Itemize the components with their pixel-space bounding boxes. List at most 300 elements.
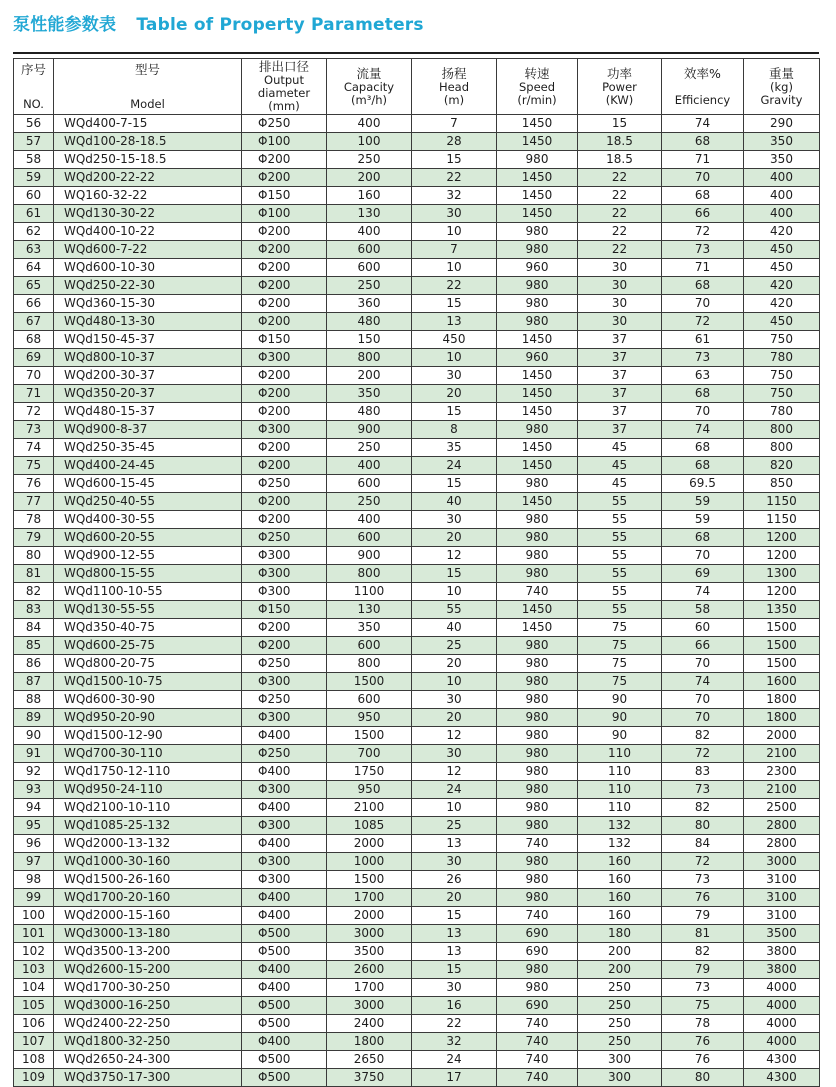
table-row (14, 943, 820, 961)
cell-speed: 1450 (497, 205, 578, 223)
table-row (14, 133, 820, 151)
cell-speed: 740 (497, 1015, 578, 1033)
cell-weight: 420 (744, 223, 820, 241)
cell-speed: 980 (497, 745, 578, 763)
cell-model: WQd700-30-110 (54, 745, 242, 763)
cell-outlet: Φ200 (242, 457, 327, 475)
cell-efficiency: 71 (662, 151, 744, 169)
cell-power: 75 (578, 655, 662, 673)
table-row (14, 799, 820, 817)
cell-weight: 3500 (744, 925, 820, 943)
cell-speed: 1450 (497, 115, 578, 133)
cell-no: 99 (14, 889, 54, 907)
cell-outlet: Φ200 (242, 223, 327, 241)
cell-head: 22 (412, 277, 497, 295)
table-row (14, 367, 820, 385)
table-row (14, 439, 820, 457)
cell-outlet: Φ200 (242, 637, 327, 655)
cell-no: 63 (14, 241, 54, 259)
cell-power: 132 (578, 817, 662, 835)
cell-weight: 1350 (744, 601, 820, 619)
cell-efficiency: 82 (662, 727, 744, 745)
table-row (14, 583, 820, 601)
cell-outlet: Φ200 (242, 241, 327, 259)
cell-power: 250 (578, 997, 662, 1015)
cell-outlet: Φ500 (242, 1015, 327, 1033)
cell-efficiency: 70 (662, 403, 744, 421)
cell-capacity: 360 (327, 295, 412, 313)
cell-capacity: 1700 (327, 889, 412, 907)
cell-head: 15 (412, 403, 497, 421)
cell-efficiency: 69 (662, 565, 744, 583)
cell-no: 95 (14, 817, 54, 835)
cell-outlet: Φ250 (242, 745, 327, 763)
cell-capacity: 400 (327, 223, 412, 241)
table-row (14, 331, 820, 349)
header-model: 型号 Model (54, 59, 242, 115)
header-outlet-diameter: 排出口径 Output diameter (mm) (242, 59, 327, 115)
cell-weight: 1200 (744, 547, 820, 565)
cell-capacity: 2100 (327, 799, 412, 817)
cell-head: 15 (412, 151, 497, 169)
cell-power: 37 (578, 385, 662, 403)
title-divider (13, 52, 819, 54)
cell-outlet: Φ250 (242, 529, 327, 547)
cell-power: 75 (578, 637, 662, 655)
cell-model: WQd1100-10-55 (54, 583, 242, 601)
cell-weight: 420 (744, 295, 820, 313)
cell-weight: 850 (744, 475, 820, 493)
cell-head: 32 (412, 187, 497, 205)
cell-power: 22 (578, 187, 662, 205)
cell-efficiency: 68 (662, 439, 744, 457)
cell-speed: 960 (497, 259, 578, 277)
cell-efficiency: 66 (662, 637, 744, 655)
cell-speed: 980 (497, 673, 578, 691)
cell-power: 75 (578, 673, 662, 691)
cell-capacity: 600 (327, 529, 412, 547)
cell-capacity: 600 (327, 637, 412, 655)
cell-weight: 1150 (744, 493, 820, 511)
cell-no: 59 (14, 169, 54, 187)
cell-no: 88 (14, 691, 54, 709)
table-row (14, 115, 820, 133)
cell-weight: 1200 (744, 529, 820, 547)
header-efficiency: 效率% Efficiency (662, 59, 744, 115)
cell-model: WQd600-10-30 (54, 259, 242, 277)
cell-no: 105 (14, 997, 54, 1015)
cell-no: 77 (14, 493, 54, 511)
cell-model: WQd800-20-75 (54, 655, 242, 673)
cell-capacity: 480 (327, 313, 412, 331)
cell-efficiency: 68 (662, 385, 744, 403)
cell-model: WQd900-8-37 (54, 421, 242, 439)
table-row (14, 421, 820, 439)
cell-model: WQd600-25-75 (54, 637, 242, 655)
cell-weight: 1200 (744, 583, 820, 601)
cell-weight: 450 (744, 259, 820, 277)
cell-speed: 1450 (497, 187, 578, 205)
cell-speed: 980 (497, 727, 578, 745)
cell-speed: 1450 (497, 601, 578, 619)
cell-power: 110 (578, 763, 662, 781)
cell-head: 20 (412, 385, 497, 403)
cell-capacity: 1700 (327, 979, 412, 997)
cell-efficiency: 84 (662, 835, 744, 853)
cell-efficiency: 80 (662, 1069, 744, 1087)
cell-speed: 980 (497, 475, 578, 493)
cell-model: WQd800-10-37 (54, 349, 242, 367)
cell-speed: 980 (497, 223, 578, 241)
cell-outlet: Φ300 (242, 583, 327, 601)
cell-model: WQd3750-17-300 (54, 1069, 242, 1087)
cell-outlet: Φ200 (242, 259, 327, 277)
cell-model: WQd2600-15-200 (54, 961, 242, 979)
cell-model: WQd2650-24-300 (54, 1051, 242, 1069)
cell-efficiency: 76 (662, 1033, 744, 1051)
cell-capacity: 1085 (327, 817, 412, 835)
cell-capacity: 200 (327, 367, 412, 385)
cell-efficiency: 72 (662, 223, 744, 241)
cell-model: WQd3500-13-200 (54, 943, 242, 961)
cell-weight: 2300 (744, 763, 820, 781)
cell-weight: 1800 (744, 691, 820, 709)
cell-model: WQ160-32-22 (54, 187, 242, 205)
cell-no: 58 (14, 151, 54, 169)
cell-capacity: 1100 (327, 583, 412, 601)
cell-no: 61 (14, 205, 54, 223)
cell-speed: 1450 (497, 385, 578, 403)
cell-outlet: Φ400 (242, 763, 327, 781)
cell-model: WQd950-24-110 (54, 781, 242, 799)
cell-power: 30 (578, 295, 662, 313)
cell-efficiency: 72 (662, 853, 744, 871)
cell-power: 75 (578, 619, 662, 637)
cell-no: 68 (14, 331, 54, 349)
table-row (14, 169, 820, 187)
cell-speed: 980 (497, 709, 578, 727)
cell-capacity: 2000 (327, 907, 412, 925)
cell-no: 81 (14, 565, 54, 583)
cell-capacity: 800 (327, 349, 412, 367)
cell-efficiency: 76 (662, 1051, 744, 1069)
cell-weight: 1500 (744, 637, 820, 655)
cell-weight: 750 (744, 367, 820, 385)
cell-power: 55 (578, 529, 662, 547)
cell-head: 12 (412, 727, 497, 745)
cell-model: WQd250-40-55 (54, 493, 242, 511)
cell-capacity: 2400 (327, 1015, 412, 1033)
cell-speed: 690 (497, 925, 578, 943)
cell-capacity: 200 (327, 169, 412, 187)
cell-no: 73 (14, 421, 54, 439)
cell-outlet: Φ100 (242, 205, 327, 223)
cell-head: 12 (412, 763, 497, 781)
cell-no: 83 (14, 601, 54, 619)
cell-model: WQd600-20-55 (54, 529, 242, 547)
cell-power: 90 (578, 709, 662, 727)
cell-head: 10 (412, 223, 497, 241)
cell-no: 78 (14, 511, 54, 529)
cell-efficiency: 61 (662, 331, 744, 349)
cell-efficiency: 76 (662, 889, 744, 907)
cell-power: 160 (578, 889, 662, 907)
cell-weight: 400 (744, 205, 820, 223)
cell-weight: 1600 (744, 673, 820, 691)
cell-power: 22 (578, 223, 662, 241)
header-head: 扬程 Head (m) (412, 59, 497, 115)
cell-speed: 1450 (497, 493, 578, 511)
cell-no: 90 (14, 727, 54, 745)
cell-speed: 980 (497, 871, 578, 889)
cell-outlet: Φ400 (242, 799, 327, 817)
cell-capacity: 600 (327, 259, 412, 277)
cell-model: WQd100-28-18.5 (54, 133, 242, 151)
cell-efficiency: 81 (662, 925, 744, 943)
cell-weight: 1500 (744, 655, 820, 673)
cell-head: 15 (412, 475, 497, 493)
table-row (14, 619, 820, 637)
cell-no: 89 (14, 709, 54, 727)
table-row (14, 979, 820, 997)
cell-speed: 1450 (497, 331, 578, 349)
table-row (14, 493, 820, 511)
title-chinese: 泵性能参数表 (13, 15, 117, 35)
cell-power: 160 (578, 853, 662, 871)
cell-head: 22 (412, 169, 497, 187)
cell-capacity: 950 (327, 709, 412, 727)
cell-power: 90 (578, 691, 662, 709)
cell-no: 104 (14, 979, 54, 997)
table-row (14, 313, 820, 331)
table-body (14, 115, 820, 1087)
cell-power: 250 (578, 1015, 662, 1033)
cell-outlet: Φ200 (242, 367, 327, 385)
cell-outlet: Φ200 (242, 295, 327, 313)
cell-weight: 3100 (744, 907, 820, 925)
cell-capacity: 1500 (327, 673, 412, 691)
cell-outlet: Φ400 (242, 961, 327, 979)
cell-weight: 4000 (744, 1015, 820, 1033)
cell-no: 102 (14, 943, 54, 961)
cell-efficiency: 68 (662, 133, 744, 151)
cell-model: WQd1500-26-160 (54, 871, 242, 889)
cell-weight: 350 (744, 151, 820, 169)
cell-outlet: Φ500 (242, 925, 327, 943)
cell-model: WQd1085-25-132 (54, 817, 242, 835)
cell-no: 80 (14, 547, 54, 565)
title-english: Table of Property Parameters (136, 15, 424, 35)
cell-capacity: 130 (327, 205, 412, 223)
cell-efficiency: 70 (662, 547, 744, 565)
table-row (14, 997, 820, 1015)
cell-capacity: 250 (327, 493, 412, 511)
cell-efficiency: 68 (662, 187, 744, 205)
cell-model: WQd130-30-22 (54, 205, 242, 223)
cell-power: 22 (578, 169, 662, 187)
cell-head: 13 (412, 835, 497, 853)
cell-efficiency: 59 (662, 511, 744, 529)
cell-head: 24 (412, 457, 497, 475)
table-row (14, 151, 820, 169)
cell-outlet: Φ250 (242, 691, 327, 709)
cell-head: 25 (412, 637, 497, 655)
cell-head: 12 (412, 547, 497, 565)
cell-weight: 2000 (744, 727, 820, 745)
cell-weight: 780 (744, 349, 820, 367)
cell-head: 35 (412, 439, 497, 457)
cell-power: 22 (578, 205, 662, 223)
cell-speed: 980 (497, 241, 578, 259)
cell-power: 45 (578, 457, 662, 475)
cell-speed: 980 (497, 799, 578, 817)
cell-model: WQd150-45-37 (54, 331, 242, 349)
cell-speed: 980 (497, 655, 578, 673)
cell-speed: 980 (497, 421, 578, 439)
cell-capacity: 600 (327, 241, 412, 259)
cell-model: WQd3000-16-250 (54, 997, 242, 1015)
cell-model: WQd1700-30-250 (54, 979, 242, 997)
cell-no: 92 (14, 763, 54, 781)
cell-efficiency: 58 (662, 601, 744, 619)
cell-head: 30 (412, 979, 497, 997)
cell-model: WQd130-55-55 (54, 601, 242, 619)
cell-outlet: Φ500 (242, 997, 327, 1015)
cell-model: WQd250-35-45 (54, 439, 242, 457)
cell-power: 250 (578, 979, 662, 997)
cell-capacity: 480 (327, 403, 412, 421)
cell-speed: 980 (497, 565, 578, 583)
cell-outlet: Φ200 (242, 403, 327, 421)
cell-weight: 400 (744, 169, 820, 187)
cell-capacity: 3500 (327, 943, 412, 961)
cell-model: WQd1800-32-250 (54, 1033, 242, 1051)
cell-no: 91 (14, 745, 54, 763)
table-row (14, 259, 820, 277)
cell-capacity: 950 (327, 781, 412, 799)
table-row (14, 745, 820, 763)
cell-head: 22 (412, 1015, 497, 1033)
cell-power: 250 (578, 1033, 662, 1051)
cell-speed: 980 (497, 637, 578, 655)
cell-speed: 960 (497, 349, 578, 367)
cell-weight: 2800 (744, 817, 820, 835)
table-row (14, 241, 820, 259)
cell-outlet: Φ400 (242, 889, 327, 907)
cell-no: 72 (14, 403, 54, 421)
cell-speed: 1450 (497, 133, 578, 151)
cell-head: 7 (412, 115, 497, 133)
cell-head: 40 (412, 493, 497, 511)
cell-head: 30 (412, 853, 497, 871)
table-row (14, 601, 820, 619)
cell-speed: 690 (497, 997, 578, 1015)
cell-efficiency: 73 (662, 781, 744, 799)
table-row (14, 673, 820, 691)
cell-model: WQd950-20-90 (54, 709, 242, 727)
cell-outlet: Φ400 (242, 979, 327, 997)
cell-no: 84 (14, 619, 54, 637)
table-header-row (14, 59, 820, 115)
cell-outlet: Φ400 (242, 727, 327, 745)
cell-outlet: Φ300 (242, 781, 327, 799)
table-row (14, 385, 820, 403)
table-row (14, 223, 820, 241)
cell-no: 66 (14, 295, 54, 313)
cell-speed: 980 (497, 277, 578, 295)
cell-power: 110 (578, 781, 662, 799)
cell-efficiency: 74 (662, 673, 744, 691)
cell-model: WQd200-30-37 (54, 367, 242, 385)
cell-outlet: Φ200 (242, 511, 327, 529)
cell-model: WQd2000-15-160 (54, 907, 242, 925)
cell-power: 45 (578, 439, 662, 457)
cell-capacity: 150 (327, 331, 412, 349)
table-row (14, 835, 820, 853)
cell-outlet: Φ250 (242, 115, 327, 133)
cell-head: 10 (412, 799, 497, 817)
cell-model: WQd1500-10-75 (54, 673, 242, 691)
cell-outlet: Φ200 (242, 439, 327, 457)
cell-head: 30 (412, 691, 497, 709)
cell-power: 30 (578, 313, 662, 331)
cell-no: 76 (14, 475, 54, 493)
cell-efficiency: 70 (662, 295, 744, 313)
cell-power: 300 (578, 1069, 662, 1087)
cell-efficiency: 68 (662, 457, 744, 475)
cell-no: 93 (14, 781, 54, 799)
cell-weight: 3100 (744, 871, 820, 889)
cell-power: 55 (578, 547, 662, 565)
cell-model: WQd350-20-37 (54, 385, 242, 403)
cell-head: 30 (412, 511, 497, 529)
cell-speed: 1450 (497, 403, 578, 421)
table-row (14, 403, 820, 421)
cell-efficiency: 75 (662, 997, 744, 1015)
cell-head: 10 (412, 673, 497, 691)
cell-speed: 980 (497, 853, 578, 871)
table-row (14, 925, 820, 943)
cell-efficiency: 59 (662, 493, 744, 511)
cell-no: 56 (14, 115, 54, 133)
cell-no: 65 (14, 277, 54, 295)
cell-model: WQd600-15-45 (54, 475, 242, 493)
cell-power: 200 (578, 943, 662, 961)
cell-power: 15 (578, 115, 662, 133)
cell-head: 15 (412, 295, 497, 313)
table-row (14, 349, 820, 367)
table-row (14, 817, 820, 835)
cell-power: 55 (578, 511, 662, 529)
cell-speed: 740 (497, 1033, 578, 1051)
cell-efficiency: 79 (662, 907, 744, 925)
cell-speed: 740 (497, 835, 578, 853)
cell-head: 15 (412, 907, 497, 925)
table-row (14, 511, 820, 529)
cell-speed: 980 (497, 979, 578, 997)
cell-weight: 4000 (744, 979, 820, 997)
cell-power: 160 (578, 907, 662, 925)
cell-model: WQd2100-10-110 (54, 799, 242, 817)
cell-efficiency: 73 (662, 979, 744, 997)
cell-model: WQd1750-12-110 (54, 763, 242, 781)
cell-power: 30 (578, 259, 662, 277)
table-row (14, 691, 820, 709)
cell-head: 13 (412, 925, 497, 943)
table-row (14, 727, 820, 745)
cell-no: 71 (14, 385, 54, 403)
cell-outlet: Φ300 (242, 709, 327, 727)
